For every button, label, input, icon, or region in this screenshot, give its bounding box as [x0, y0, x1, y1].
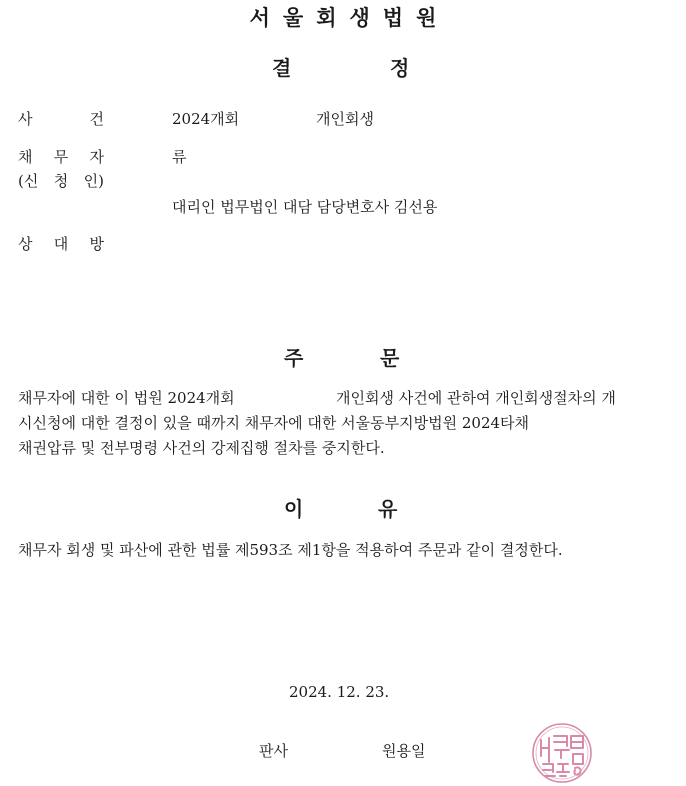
order-line-2: 시신청에 대한 결정이 있을 때까지 채무자에 대한 서울동부지방법원 2024타채 — [18, 414, 530, 432]
order-line-1b: 개인회생 사건에 관하여 개인회생절차의 개 — [336, 389, 616, 407]
case-label: 사 건 — [18, 110, 104, 128]
decision-date: 2024. 12. 23. — [289, 683, 390, 701]
debtor-label: 채 무 자 — [18, 148, 104, 166]
case-name: 개인회생 — [316, 110, 374, 128]
order-heading-char-2: 문 — [380, 346, 400, 370]
court-name: 서울회생법원 — [249, 6, 450, 30]
applicant-sublabel: (신 청 인) — [18, 172, 104, 190]
order-heading-char-1: 주 — [284, 346, 304, 370]
judge-name: 원용일 — [382, 742, 426, 760]
doc-type-char-2: 정 — [390, 56, 410, 80]
reason-heading-char-2: 유 — [378, 497, 398, 521]
court-seal-icon — [531, 722, 593, 784]
debtor-agent: 대리인 법무법인 대담 담당변호사 김선용 — [172, 198, 438, 216]
reason-heading-char-1: 이 — [284, 497, 304, 521]
judge-title: 판사 — [259, 742, 288, 760]
doc-type-char-1: 결 — [272, 56, 292, 80]
case-number: 2024개회 — [172, 110, 240, 128]
reason-text: 채무자 회생 및 파산에 관한 법률 제593조 제1항을 적용하여 주문과 같이 결정한다. — [18, 541, 563, 559]
debtor-name: 류 — [172, 148, 187, 166]
respondent-label: 상 대 방 — [18, 235, 104, 253]
order-line-1a: 채무자에 대한 이 법원 2024개회 — [18, 389, 235, 407]
order-line-3: 채권압류 및 전부명령 사건의 강제집행 절차를 중지한다. — [18, 439, 385, 457]
